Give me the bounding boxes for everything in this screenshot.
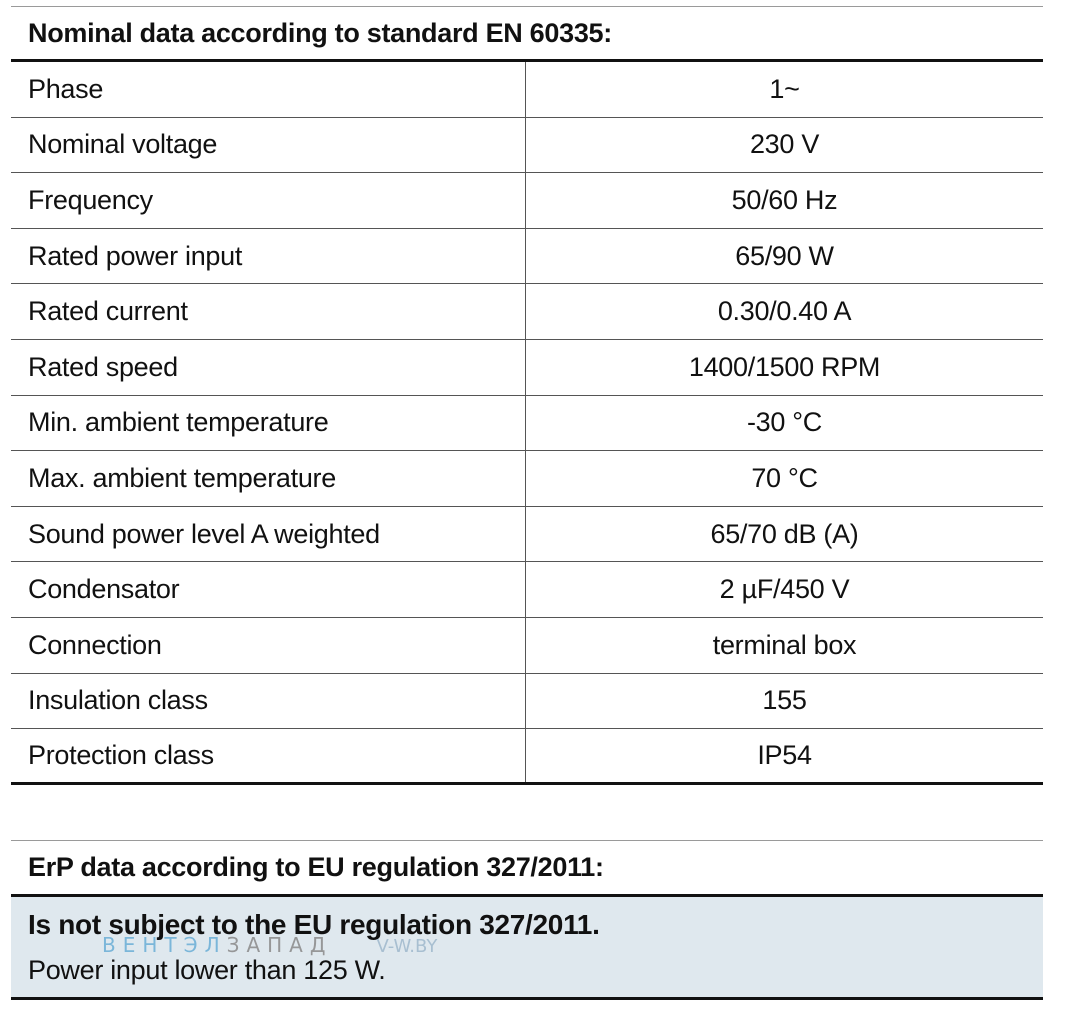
erp-data-title: ErP data according to EU regulation 327/2011:: [11, 840, 1043, 897]
table-row: [11, 507, 1043, 563]
row-label: Min. ambient temperature: [11, 396, 526, 451]
table-row: [11, 340, 1043, 396]
table-row: [11, 229, 1043, 285]
row-label: Insulation class: [11, 674, 526, 729]
table-row: [11, 62, 1043, 118]
row-value: 155: [762, 685, 807, 716]
row-value: 1400/1500 RPM: [688, 351, 881, 382]
table-row: [11, 396, 1043, 452]
row-label: Nominal voltage: [11, 118, 526, 173]
table-row: [11, 284, 1043, 340]
row-value: 2 µF/450 V: [719, 574, 850, 605]
row-label: Rated speed: [11, 340, 526, 395]
row-value: 50/60 Hz: [731, 184, 838, 215]
row-label: Rated current: [11, 284, 526, 339]
nominal-data-table: [11, 6, 1043, 785]
table-row: [11, 118, 1043, 174]
row-value: 1~: [769, 73, 800, 104]
row-value: IP54: [757, 739, 812, 770]
row-label: Condensator: [11, 562, 526, 617]
row-value: -30 °C: [746, 407, 823, 438]
row-value: terminal box: [712, 629, 857, 660]
row-label: Connection: [11, 618, 526, 673]
row-value: 65/70 dB (A): [710, 518, 859, 549]
watermark-site: V-W.BY: [376, 936, 438, 957]
nominal-data-title: Nominal data according to standard EN 60335:: [11, 6, 1043, 62]
row-label: Frequency: [11, 173, 526, 228]
erp-note: Power input lower than 125 W.: [28, 955, 386, 985]
row-label: Rated power input: [11, 229, 526, 284]
row-label: Max. ambient temperature: [11, 451, 526, 506]
table-row: [11, 173, 1043, 229]
table-row: [11, 451, 1043, 507]
nominal-data-rows: [11, 62, 1043, 785]
row-value: 65/90 W: [735, 240, 834, 271]
row-value: 230 V: [749, 129, 820, 160]
erp-data-table: [11, 840, 1043, 1000]
table-row: [11, 562, 1043, 618]
row-label: Sound power level A weighted: [11, 507, 526, 562]
table-row: [11, 729, 1043, 785]
erp-statement: Is not subject to the EU regulation 327/2011.: [28, 909, 600, 940]
row-value: 0.30/0.40 A: [717, 296, 852, 327]
row-label: Protection class: [11, 729, 526, 782]
table-row: [11, 674, 1043, 730]
table-row: [11, 618, 1043, 674]
watermark-brand-part2: ЗАПАД: [226, 933, 333, 957]
row-label: Phase: [11, 62, 526, 117]
watermark-brand-part1: ВЕНТЭЛ: [102, 933, 227, 957]
row-value: 70 °C: [751, 462, 818, 493]
erp-data-body: [11, 897, 1043, 1000]
